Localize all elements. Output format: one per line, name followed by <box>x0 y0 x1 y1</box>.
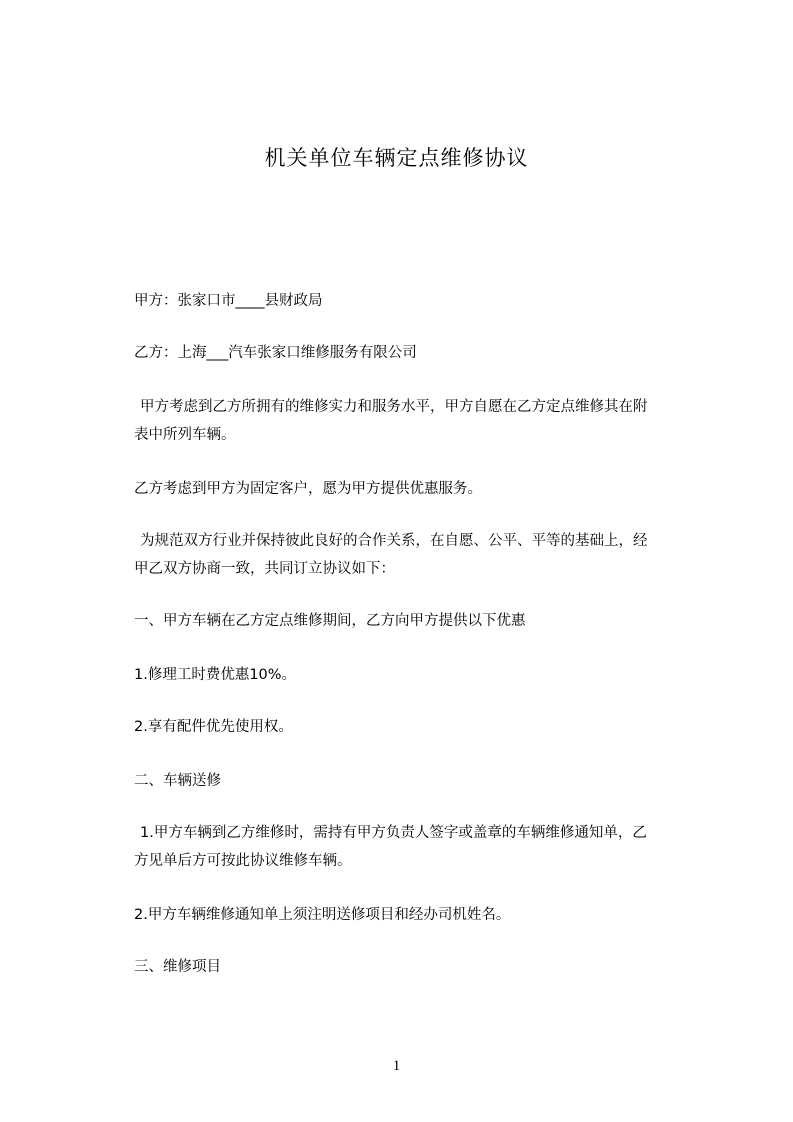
section-2-item-1-line-2: 方见单后方可按此协议维修车辆。 <box>134 853 352 869</box>
section-2-item-2: 2.甲方车辆维修通知单上须注明送修项目和经办司机姓名。 <box>134 907 511 923</box>
section-2-item-1-line-1: 1.甲方车辆到乙方维修时，需持有甲方负责人签字或盖章的车辆维修通知单，乙 <box>140 825 647 841</box>
section-1-item-2: 2.享有配件优先使用权。 <box>134 719 293 735</box>
section-3-heading: 三、维修项目 <box>134 959 221 975</box>
intro-paragraph-2: 乙方考虑到甲方为固定客户，愿为甲方提供优惠服务。 <box>134 481 482 497</box>
intro-paragraph-1-line-1: 甲方考虑到乙方所拥有的维修实力和服务水平，甲方自愿在乙方定点维修其在附 <box>140 399 648 415</box>
section-2-heading: 二、车辆送修 <box>134 773 221 789</box>
party-b-line: 乙方：上海___汽车张家口维修服务有限公司 <box>134 345 417 361</box>
section-1-item-1: 1.修理工时费优惠10%。 <box>134 667 297 683</box>
document-title: 机关单位车辆定点维修协议 <box>264 146 529 170</box>
intro-paragraph-3-line-1: 为规范双方行业并保持彼此良好的合作关系，在自愿、公平、平等的基础上，经 <box>140 533 648 549</box>
page-number: 1 <box>392 1058 401 1074</box>
section-1-heading: 一、甲方车辆在乙方定点维修期间，乙方向甲方提供以下优惠 <box>134 613 526 629</box>
party-a-line: 甲方：张家口市____县财政局 <box>134 293 323 309</box>
intro-paragraph-3-line-2: 甲乙双方协商一致，共同订立协议如下： <box>134 561 395 577</box>
intro-paragraph-1-line-2: 表中所列车辆。 <box>134 427 236 443</box>
